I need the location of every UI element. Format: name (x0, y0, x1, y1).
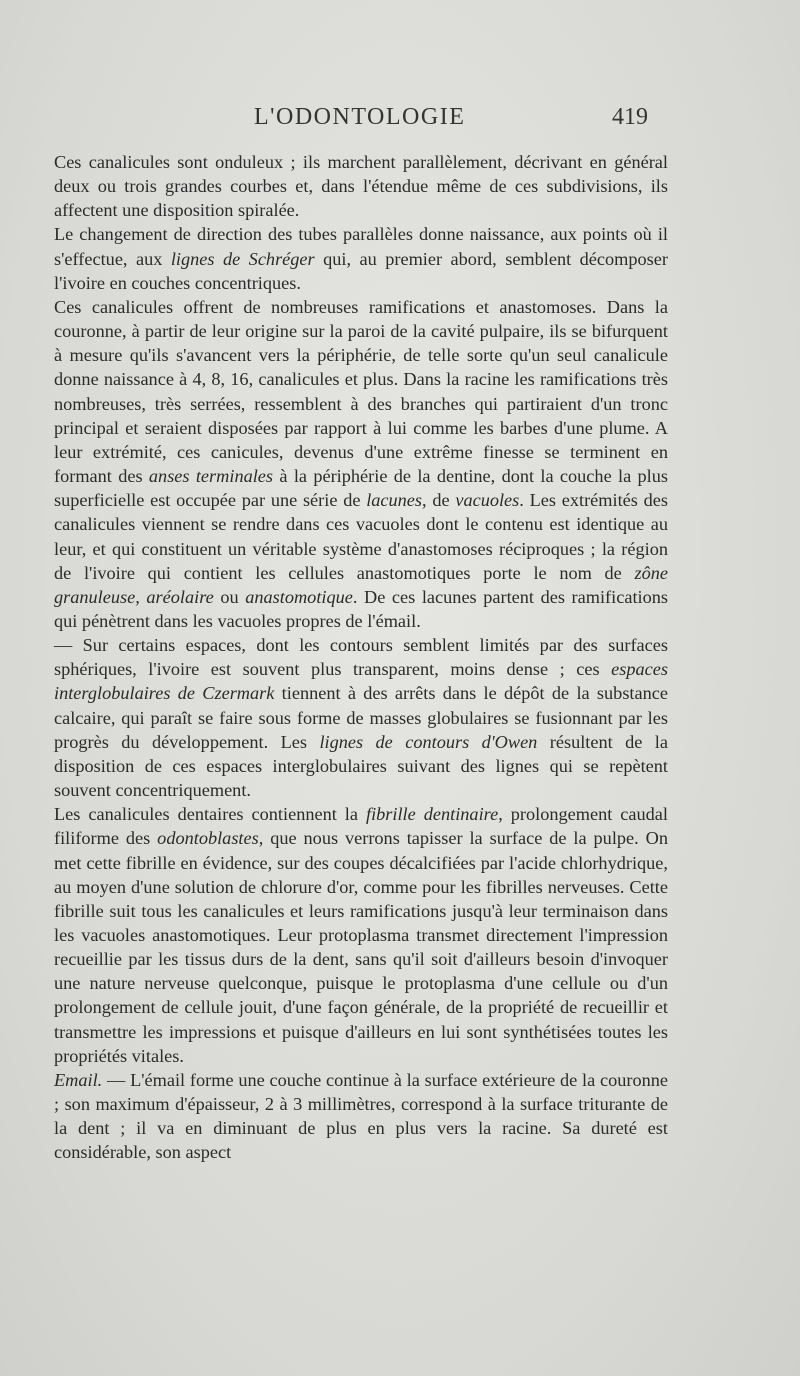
italic-term: lignes de Schréger (170, 248, 315, 269)
text-run: tiennent à des arrêts dans le dépôt de la substance calcaire, qui paraît se faire sous forme de masses globulaires se fusionnant par les progrès du développement. Les (54, 683, 668, 752)
text-run: . De ces lacunes partent des ramifications qui pénètrent dans les vacuoles propres de l'émail. (54, 586, 669, 631)
text-run: ou (213, 586, 246, 607)
paragraph (54, 633, 668, 802)
running-head (0, 104, 800, 140)
text-run: à la périphérie de la dentine, dont la couche la plus superficielle est occupée par une série de (54, 466, 669, 511)
italic-term: espaces interglobulaires de Czermark (54, 659, 668, 704)
paragraph (54, 150, 668, 222)
text-run: qui, au premier abord, semblent décomposer l'ivoire en couches concentriques. (54, 248, 668, 293)
italic-term: anastomotique (245, 586, 353, 607)
italic-term: Email. (54, 1069, 103, 1090)
italic-term: fibrille dentinaire (365, 804, 499, 825)
text-run: — Sur certains espaces, dont les contours semblent limités par des surfaces sphériques, l'ivoire est souvent plus transparent, moins dense ; ces (54, 635, 668, 680)
text-run: . Les extrémités des canalicules viennent se rendre dans ces vacuoles dont le contenu est identique au leur, et qui constituent un véritable système d'anastomoses réciproques ; la région de l'ivoire qui contient les cellules anastomotiques porte le nom de (54, 490, 668, 583)
text-run: Les canalicules dentaires contiennent la (54, 804, 366, 825)
paragraph (54, 802, 668, 1068)
text-run: Le changement de direction des tubes parallèles donne naissance, aux points où il s'effectue, aux (54, 224, 668, 269)
text-run: , que nous verrons tapisser la surface de la pulpe. On met cette fibrille en évidence, sur des coupes décalcifiées par l'acide chlorhydrique, au moyen d'une solution de chlorure d'or, comme pour les fibrilles nerveuses. Cette fibrille suit tous les canalicules et leurs ramifications jusqu'à leur terminaison dans les vacuoles anastomotiques. Leur protoplasma transmet directement l'impression recueillie par les tissus durs de la dent, sans qu'il soit d'ailleurs besoin d'invoquer une nature nerveuse quelconque, puisque le protoplasma d'une cellule ou d'un prolongement de cellule jouit, d'une façon générale, de la propriété de recueillir et transmettre les impressions et puisque d'ailleurs en lui sont synthétisées toutes les propriétés vitales. (54, 828, 668, 1066)
page-number: 419 (612, 104, 648, 130)
text-run: Ces canalicules offrent de nombreuses ramifications et anastomoses. Dans la couronne, à partir de leur origine sur la paroi de la cavité pulpaire, ils se bifurquent à mesure qu'ils s'avancent vers la périphérie, de telle sorte qu'un seul canalicule donne naissance à 4, 8, 16, canalicules et plus. Dans la racine les ramifications très nombreuses, très serrées, ressemblent à des branches qui partiraient d'un tronc principal et seraient disposées par rapport à lui comme les barbes d'une plume. A leur extrémité, ces canicules, devenus d'une extrême finesse se terminent en formant des (54, 296, 668, 487)
italic-term: lacunes (366, 490, 423, 511)
paragraph (54, 295, 668, 633)
text-run: , prolongement caudal filiforme des (54, 804, 668, 849)
italic-term: odontoblastes (157, 828, 259, 849)
italic-term: vacuoles (455, 490, 520, 511)
paragraph (54, 1068, 668, 1165)
italic-term: anses terminales (148, 466, 274, 487)
paragraph (54, 222, 668, 294)
italic-term: lignes de contours d'Owen (319, 731, 538, 752)
body-text (54, 150, 668, 1165)
text-run: Ces canalicules sont onduleux ; ils marchent parallèlement, décrivant en général deux ou trois grandes courbes et, dans l'étendue même de ces subdivisions, ils affectent une disposition spiralée. (54, 152, 668, 221)
running-title: L'ODONTOLOGIE (254, 104, 466, 130)
text-run: — L'émail forme une couche continue à la surface extérieure de la couronne ; son maximum d'épaisseur, 2 à 3 millimètres, correspond à la surface triturante de la dent ; il va en diminuant de plus en plus vers la racine. Sa dureté est considérable, son aspect (54, 1069, 668, 1163)
text-run: , de (422, 490, 456, 511)
text-run: résultent de la disposition de ces espaces interglobulaires suivant des lignes qui se repètent souvent concentriquement. (54, 731, 668, 801)
italic-term: zône granuleuse, aréolaire (54, 562, 668, 607)
